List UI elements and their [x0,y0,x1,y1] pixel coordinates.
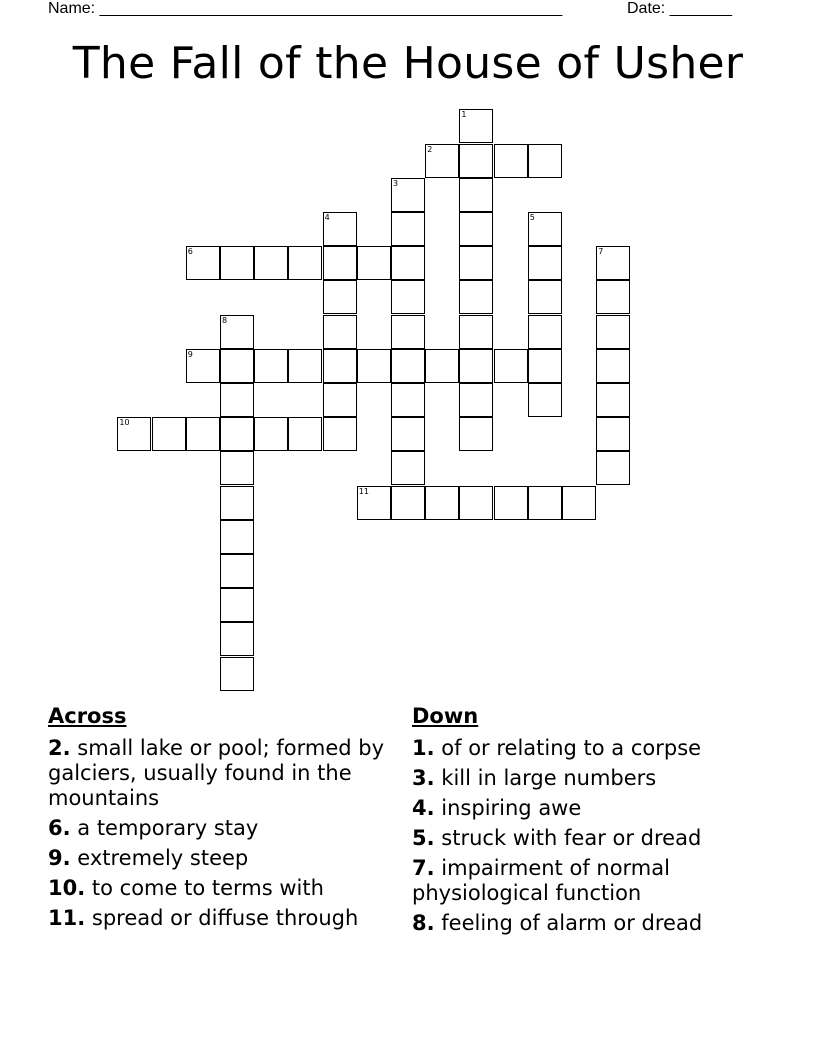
down-clue [412,911,757,936]
clue-number: 6. [48,816,71,840]
clue-text: small lake or pool; formed by galciers, usually found in the mountains [48,736,385,810]
grid-cell[interactable] [459,144,493,178]
across-clue [48,876,393,901]
cell-number: 4 [324,213,330,222]
clue-text: to come to terms with [91,876,324,900]
clue-number: 7. [412,856,435,880]
across-clue [48,736,393,811]
clue-number: 8. [412,911,435,935]
grid-cell[interactable] [186,349,220,383]
grid-cell[interactable] [596,349,630,383]
grid-cell[interactable] [117,417,151,451]
clue-text: spread or diffuse through [91,906,359,930]
cell-number: 9 [187,349,193,359]
grid-cell[interactable] [186,417,220,451]
grid-cell[interactable] [323,349,357,383]
grid-cell[interactable] [391,349,425,383]
grid-cell[interactable] [220,451,254,485]
down-clue [412,796,757,821]
grid-cell[interactable] [220,315,254,349]
grid-cell[interactable] [220,383,254,417]
clue-text: inspiring awe [441,796,582,820]
grid-cell[interactable] [323,383,357,417]
down-clue [412,766,757,791]
cell-number: 1 [461,110,467,120]
clue-text: a temporary stay [77,816,259,840]
grid-cell[interactable] [425,349,459,383]
grid-cell[interactable] [528,383,562,417]
grid-cell[interactable] [357,246,391,280]
grid-cell[interactable] [459,486,493,520]
grid-cell[interactable] [357,349,391,383]
clue-text: kill in large numbers [441,766,657,790]
grid-cell[interactable] [494,349,528,383]
grid-cell[interactable] [528,144,562,178]
grid-cell[interactable] [459,349,493,383]
grid-cell[interactable] [459,212,493,246]
clue-number: 9. [48,846,71,870]
grid-cell[interactable] [528,280,562,314]
grid-cell[interactable] [528,349,562,383]
grid-cell[interactable] [528,315,562,349]
cell-number: 7 [598,247,604,257]
grid-cell[interactable] [391,315,425,349]
grid-cell[interactable] [459,109,493,143]
clue-number: 2. [48,736,71,760]
clue-text: of or relating to a corpse [441,736,702,760]
grid-cell[interactable] [596,451,630,485]
grid-cell[interactable] [254,246,288,280]
grid-cell[interactable] [391,451,425,485]
grid-cell[interactable] [528,246,562,280]
grid-cell[interactable] [596,417,630,451]
grid-cell[interactable] [391,417,425,451]
grid-cell[interactable] [596,246,630,280]
grid-cell[interactable] [220,622,254,656]
grid-cell[interactable] [494,486,528,520]
across-clue [48,816,393,841]
grid-cell[interactable] [220,349,254,383]
grid-cell[interactable] [323,417,357,451]
clue-text: extremely steep [77,846,249,870]
grid-cell[interactable] [425,144,459,178]
grid-cell[interactable] [459,315,493,349]
grid-cell[interactable] [459,178,493,212]
cell-number: 6 [187,247,193,257]
clue-number: 11. [48,906,86,930]
clue-number: 1. [412,736,435,760]
grid-cell[interactable] [220,657,254,691]
grid-cell[interactable] [528,486,562,520]
grid-cell[interactable] [220,554,254,588]
grid-cell[interactable] [391,383,425,417]
down-clues [412,702,757,941]
grid-cell[interactable] [391,280,425,314]
clue-number: 5. [412,826,435,850]
grid-cell[interactable] [391,486,425,520]
grid-cell[interactable] [596,280,630,314]
grid-cell[interactable] [528,212,562,246]
grid-cell[interactable] [459,280,493,314]
grid-cell[interactable] [323,212,357,246]
date-field[interactable]: Date: _______ [627,0,732,17]
across-clue [48,846,393,871]
grid-cell[interactable] [220,486,254,520]
grid-cell[interactable] [288,417,322,451]
across-clue [48,906,393,931]
across-heading: Across [48,704,127,728]
grid-cell[interactable] [494,144,528,178]
cell-number: 5 [529,213,535,222]
name-field[interactable]: Name: ____________________________________________________ [48,0,563,17]
grid-cell[interactable] [220,417,254,451]
grid-cell[interactable] [459,383,493,417]
grid-cell[interactable] [254,417,288,451]
grid-cell[interactable] [323,280,357,314]
grid-cell[interactable] [391,246,425,280]
across-clues [48,702,393,936]
cell-number: 3 [393,178,399,188]
grid-cell[interactable] [459,246,493,280]
grid-cell[interactable] [323,315,357,349]
grid-cell[interactable] [220,588,254,622]
puzzle-title: The Fall of the House of Usher [72,38,744,89]
down-clue [412,736,757,761]
clue-number: 10. [48,876,86,900]
cell-number: 2 [427,144,433,154]
grid-cell[interactable] [288,349,322,383]
clue-text: struck with fear or dread [441,826,702,850]
down-heading: Down [412,704,479,728]
grid-cell[interactable] [391,212,425,246]
clue-number: 3. [412,766,435,790]
grid-cell[interactable] [220,520,254,554]
down-clue [412,856,757,906]
clue-text: impairment of normal physiological function [412,856,670,905]
grid-cell[interactable] [186,246,220,280]
down-clue [412,826,757,851]
grid-cell[interactable] [323,246,357,280]
grid-cell[interactable] [152,417,186,451]
grid-cell[interactable] [391,178,425,212]
grid-cell[interactable] [254,349,288,383]
cell-number: 10 [119,418,130,428]
clue-number: 4. [412,796,435,820]
grid-cell[interactable] [288,246,322,280]
grid-cell[interactable] [459,417,493,451]
grid-cell[interactable] [220,246,254,280]
clue-text: feeling of alarm or dread [441,911,703,935]
grid-cell[interactable] [596,315,630,349]
cell-number: 8 [222,315,228,325]
cell-number: 11 [358,486,369,496]
grid-cell[interactable] [357,486,391,520]
grid-cell[interactable] [425,486,459,520]
grid-cell[interactable] [562,486,596,520]
grid-cell[interactable] [596,383,630,417]
